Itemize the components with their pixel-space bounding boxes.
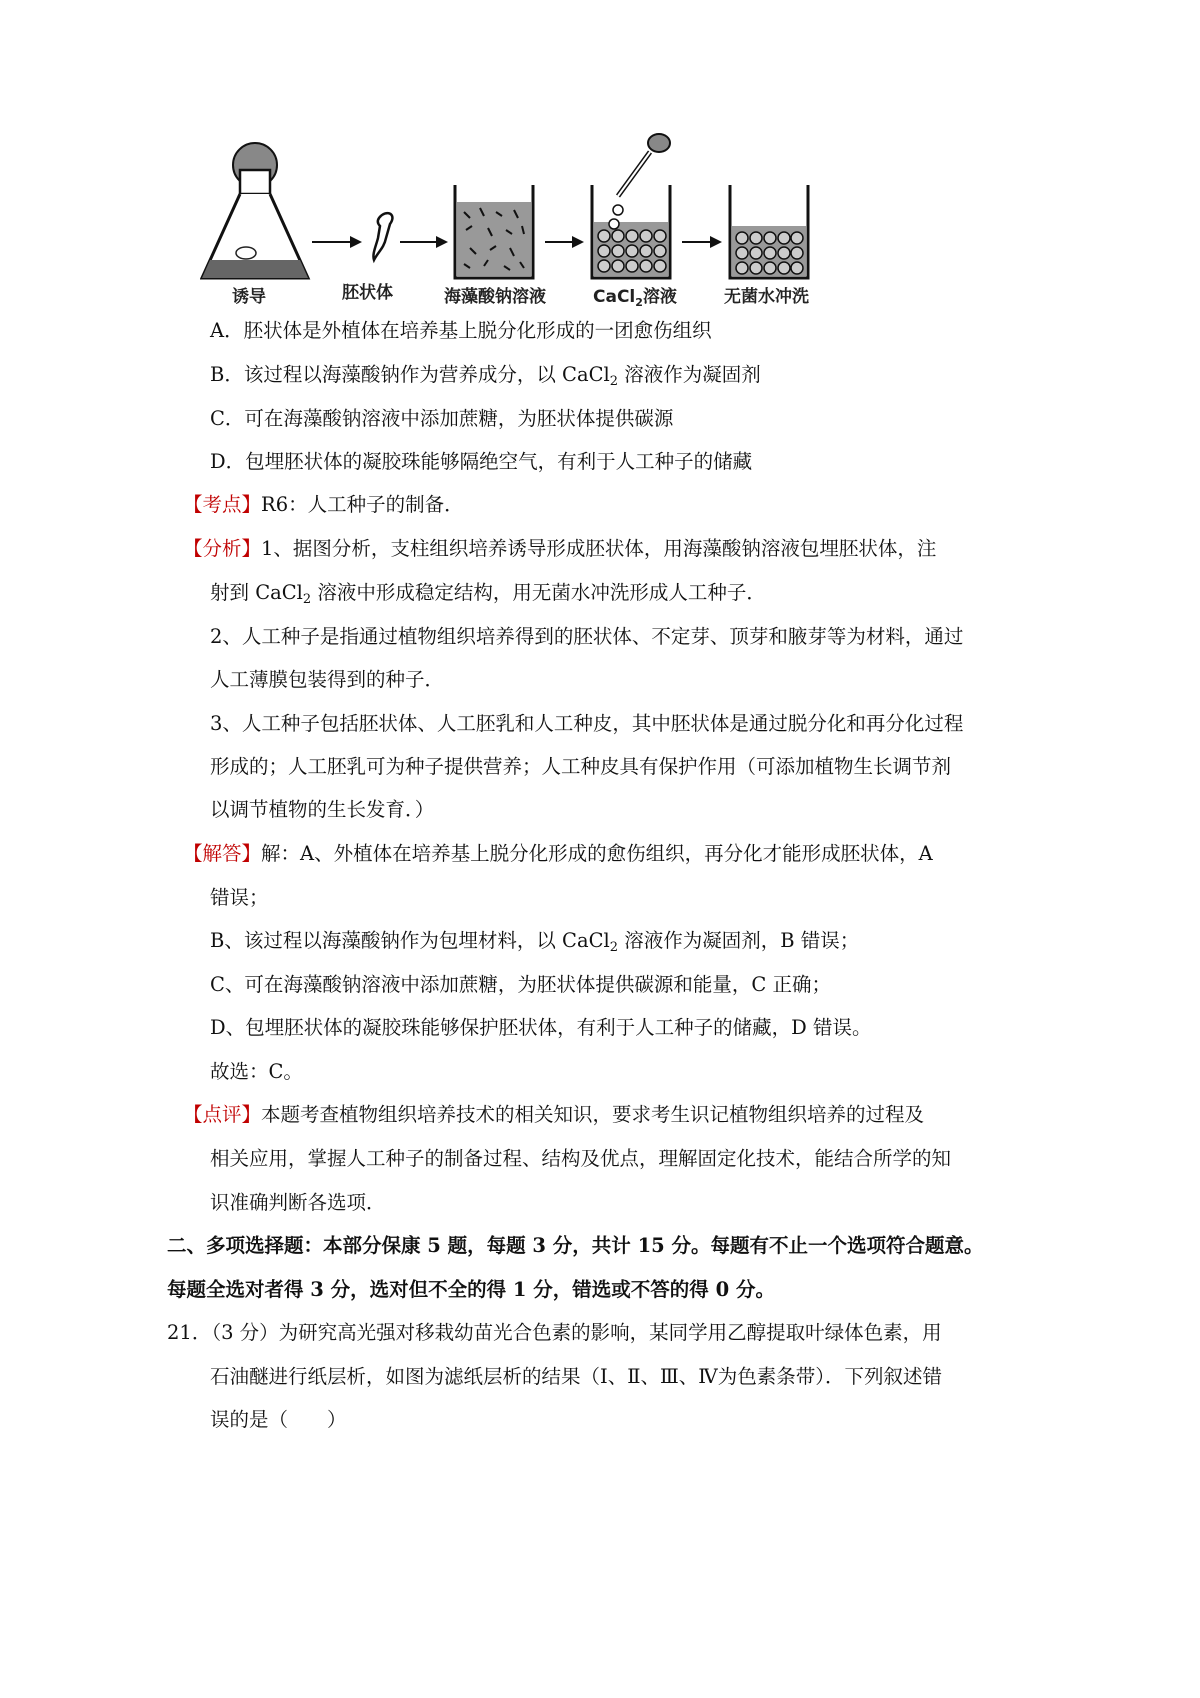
- q21-line-3: 误的是（ ）: [210, 1408, 347, 1431]
- jieda-tag: 【解答】: [183, 842, 262, 865]
- label-wash: 无菌水冲洗: [724, 287, 809, 307]
- fenxi-line-6: 形成的；人工胚乳可为种子提供营养；人工种皮具有保护作用（可添加植物生长调节剂: [210, 755, 952, 778]
- beaker-alginate: [455, 185, 533, 278]
- jieda-text-1: 解：A、外植体在培养基上脱分化形成的愈伤组织，再分化才能形成胚状体，A: [261, 842, 933, 865]
- label-alginate: 海藻酸钠溶液: [444, 287, 546, 307]
- q21-line-1: 21．（3 分）为研究高光强对移栽幼苗光合色素的影响，某同学用乙醇提取叶绿体色素，用: [167, 1321, 942, 1344]
- fenxi-line-7: 以调节植物的生长发育．）: [210, 798, 435, 821]
- jieda-text-3-pre: B、该过程以海藻酸钠作为包埋材料，以 CaCl: [210, 929, 610, 952]
- fenxi-text-2-sub: 2: [302, 592, 312, 607]
- jieda-line-6: 故选：C。: [210, 1060, 303, 1083]
- arrow-right-icon: [312, 236, 362, 248]
- kaodian-text: R6：人工种子的制备．: [261, 493, 464, 516]
- option-a: A．胚状体是外植体在培养基上脱分化形成的一团愈伤组织: [210, 319, 712, 342]
- label-embryoid: 胚状体: [342, 283, 393, 303]
- jieda-line-5: D、包埋胚状体的凝胶珠能够保护胚状体，有利于人工种子的储藏，D 错误。: [210, 1016, 872, 1039]
- fenxi-line-4: 人工薄膜包装得到的种子．: [210, 668, 445, 691]
- dianping-text-1: 本题考查植物组织培养技术的相关知识，要求考生识记植物组织培养的过程及: [261, 1103, 925, 1126]
- beaker-wash: [730, 185, 808, 278]
- option-c: C．可在海藻酸钠溶液中添加蔗糖，为胚状体提供碳源: [210, 407, 674, 430]
- dianping-line-2: 相关应用，掌握人工种子的制备过程、结构及优点，理解固定化技术，能结合所学的知: [210, 1147, 952, 1170]
- label-cacl2: CaCl: [593, 287, 636, 307]
- fenxi-line-2: [210, 580, 766, 606]
- fenxi-line-1: [183, 536, 936, 562]
- jieda-text-3-sub: 2: [609, 940, 619, 955]
- fenxi-text-2-post: 溶液中形成稳定结构，用无菌水冲洗形成人工种子．: [311, 581, 766, 604]
- q21-line-2: 石油醚进行纸层析，如图为滤纸层析的结果（Ⅰ、Ⅱ、Ⅲ、Ⅳ为色素条带）．下列叙述错: [210, 1365, 942, 1388]
- dianping-tag: 【点评】: [183, 1103, 262, 1126]
- section2-heading-1: 二、多项选择题：本部分保康 5 题，每题 3 分，共计 15 分。每题有不止一个选项符合题意。: [167, 1234, 984, 1257]
- fenxi-line-3: 2、人工种子是指通过植物组织培养得到的胚状体、不定芽、顶芽和腋芽等为材料，通过: [210, 625, 964, 648]
- dianping-line-1: [183, 1102, 924, 1128]
- option-b-post: 溶液作为凝固剂: [618, 363, 761, 386]
- label-cacl2-sub: 2: [635, 296, 643, 309]
- arrow-right-icon: [545, 236, 584, 248]
- jieda-line-2: 错误；: [210, 886, 269, 909]
- beaker-cacl2: [592, 134, 670, 278]
- jieda-line-1: [183, 841, 933, 867]
- option-d: D．包埋胚状体的凝胶珠能够隔绝空气，有利于人工种子的储藏: [210, 450, 753, 473]
- arrow-right-icon: [682, 236, 722, 248]
- kaodian-tag: 【考点】: [183, 493, 262, 516]
- section2-heading-2: 每题全选对者得 3 分，选对但不全的得 1 分，错选或不答的得 0 分。: [167, 1278, 775, 1301]
- jieda-line-4: C、可在海藻酸钠溶液中添加蔗糖，为胚状体提供碳源和能量，C 正确；: [210, 973, 832, 996]
- kaodian-line: [183, 492, 464, 518]
- label-solution: 溶液: [642, 287, 677, 307]
- label-induction: 诱导: [232, 287, 266, 307]
- option-b: [210, 362, 761, 388]
- process-figure: [200, 130, 900, 345]
- flask-illustration: [202, 143, 308, 278]
- fenxi-line-5: 3、人工种子包括胚状体、人工胚乳和人工种皮，其中胚状体是通过脱分化和再分化过程: [210, 712, 964, 735]
- fenxi-tag: 【分析】: [183, 537, 262, 560]
- embryoid-illustration: [373, 213, 392, 260]
- fenxi-text-1: 1、据图分析，支柱组织培养诱导形成胚状体，用海藻酸钠溶液包埋胚状体，注: [261, 537, 937, 560]
- jieda-line-3: [210, 928, 859, 954]
- option-b-sub: 2: [609, 374, 619, 389]
- option-b-pre: B．该过程以海藻酸钠作为营养成分，以 CaCl: [210, 363, 610, 386]
- svg-text:CaCl2溶液: [593, 286, 677, 309]
- dianping-line-3: 识准确判断各选项．: [210, 1191, 386, 1214]
- fenxi-text-2-pre: 射到 CaCl: [210, 581, 303, 604]
- arrow-right-icon: [400, 236, 448, 248]
- jieda-text-3-post: 溶液作为凝固剂，B 错误；: [618, 929, 860, 952]
